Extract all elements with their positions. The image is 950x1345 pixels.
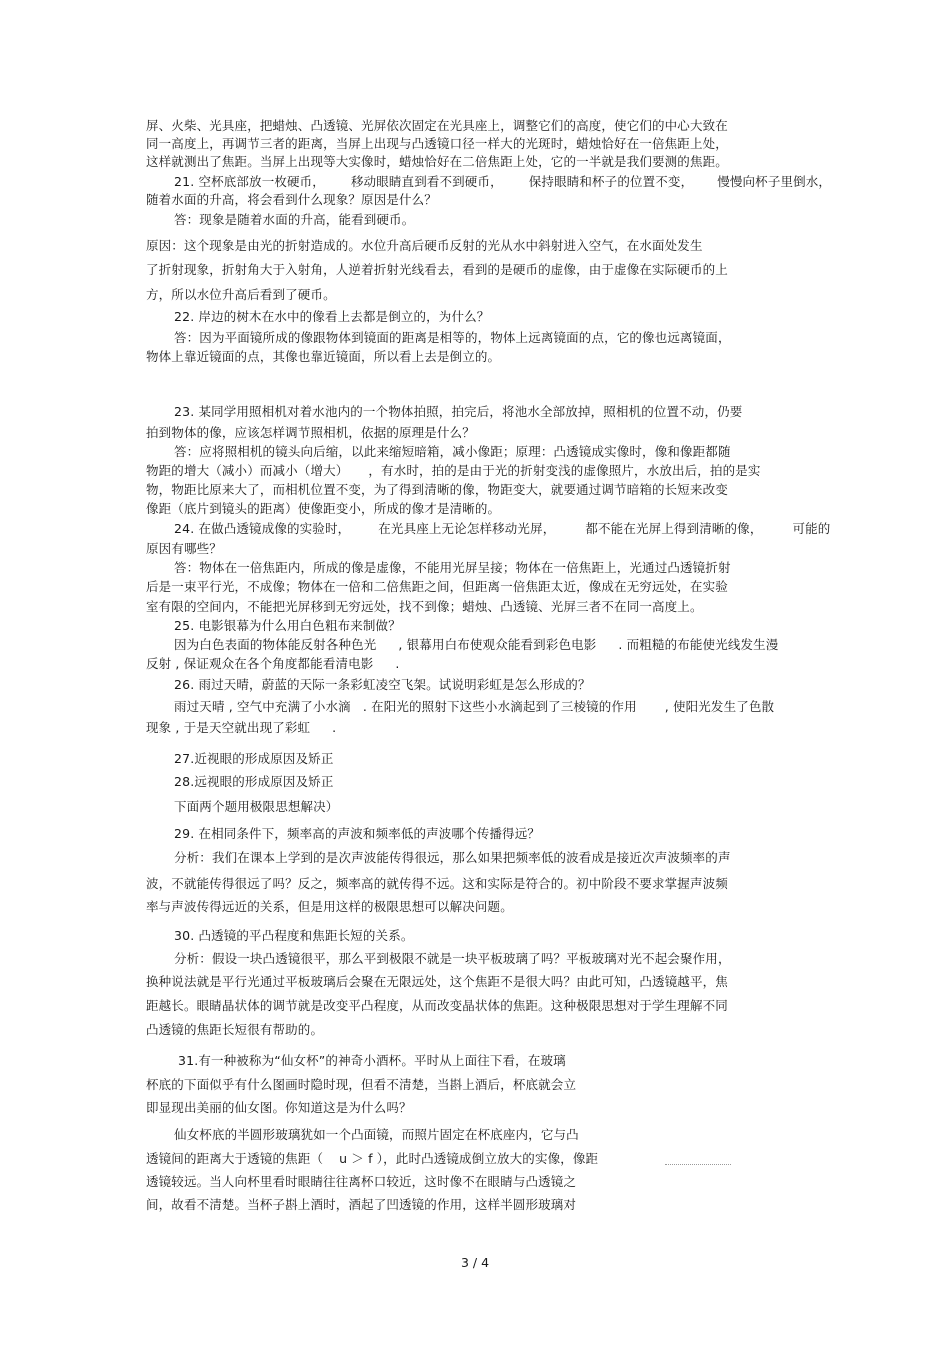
text-segment: , 使阳光发生了色散 [664, 699, 775, 714]
text-line: 了折射现象，折射角大于入射角，人逆着折射光线看去，看到的是硬币的虚像，由于虚像在实际硬币的上 [146, 262, 728, 277]
text-line: 同一高度上，再调节三者的距离，当屏上出现与凸透镜口径一样大的光斑时，蜡烛恰好在一倍焦距上处， [146, 136, 728, 151]
text-line: 拍到物体的像，应该怎样调节照相机，依据的原理是什么？ [146, 425, 475, 440]
text-line [174, 174, 831, 190]
text-line [174, 521, 830, 537]
text-line: 透镜较远。当人向杯里看时眼睛往往离杯口较近，这时像不在眼睛与凸透镜之 [146, 1174, 577, 1189]
text-segment: 透镜间的距离大于透镜的焦距（ [146, 1151, 324, 1166]
text-line [146, 720, 336, 736]
text-line: 原因：这个现象是由光的折射造成的。水位升高后硬币反射的光从水中斜射进入空气，在水面处发生 [146, 238, 703, 253]
text-segment: u ＞ f ），此时凸透镜成倒立放大的实像，像距 [339, 1151, 599, 1166]
text-line: 随着水面的升高，将会看到什么现象？原因是什么？ [146, 192, 437, 207]
text-line: 这样就测出了焦距。当屏上出现等大实像时，蜡烛恰好在二倍焦距上处，它的一半就是我们要测的焦距。 [146, 154, 728, 169]
text-line: 屏、火柴、光具座，把蜡烛、凸透镜、光屏依次固定在光具座上，调整它们的高度，使它们的中心大致在 [146, 118, 728, 133]
page-number: 3 / 4 [460, 1255, 490, 1270]
text-line [146, 1151, 598, 1167]
text-segment: 雨过天晴 , 空气中充满了小水滴 [174, 699, 351, 714]
text-segment: . [332, 720, 337, 735]
text-line: 室有限的空间内，不能把光屏移到无穷远处，找不到像；蜡烛、凸透镜、光屏三者不在同一高度上。 [146, 599, 703, 614]
text-line: 答：物体在一倍焦距内，所成的像是虚像，不能用光屏呈接；物体在一倍焦距上，光通过凸透镜折射 [174, 560, 731, 575]
text-line: 22. 岸边的树木在水中的像看上去都是倒立的，为什么？ [174, 309, 490, 324]
text-line: 波，不就能传得很远了吗？反之，频率高的就传得不远。这和实际是符合的。初中阶段不要求掌握声波频 [146, 876, 728, 891]
text-line: 27.近视眼的形成原因及矫正 [174, 751, 334, 766]
text-line [174, 699, 774, 715]
text-line: 杯底的下面似乎有什么图画时隐时现，但看不清楚，当斟上酒后，杯底就会立 [146, 1077, 577, 1092]
text-line: 下面两个题用极限思想解决） [174, 799, 339, 814]
text-line: 即显现出美丽的仙女图。你知道这是为什么吗？ [146, 1100, 412, 1115]
text-line: 方，所以水位升高后看到了硬币。 [146, 287, 336, 302]
text-line: 答：因为平面镜所成的像跟物体到镜面的距离是相等的，物体上远离镜面的点，它的像也远离镜面， [174, 330, 731, 345]
text-segment: 移动眼睛直到看不到硬币， [350, 174, 503, 189]
text-segment: 反射 , 保证观众在各个角度都能看清电影 [146, 656, 374, 671]
text-line: 28.远视眼的形成原因及矫正 [174, 774, 334, 789]
text-segment: 24. 在做凸透镜成像的实验时， [174, 521, 351, 536]
text-line [146, 463, 761, 479]
text-segment: ，有水时，拍的是由于光的折射变浅的虚像照片，水放出后，拍的是实 [368, 463, 761, 478]
text-line: 物，物距比原来大了，而相机位置不变，为了得到清晰的像，物距变大，就要通过调节暗箱的长短来改变 [146, 482, 728, 497]
text-segment: , 银幕用白布使观众能看到彩色电影 [398, 637, 597, 652]
text-line: 率与声波传得远近的关系，但是用这样的极限思想可以解决问题。 [146, 899, 513, 914]
text-segment: 都不能在光屏上得到清晰的像， [585, 521, 763, 536]
dotted-underline [665, 1164, 731, 1165]
text-line: 30. 凸透镜的平凸程度和焦距长短的关系。 [174, 928, 414, 943]
text-segment: . 而粗糙的布能使光线发生漫 [618, 637, 779, 652]
text-segment: 可能的 [792, 521, 831, 536]
text-segment: 21. 空杯底部放一枚硬币， [174, 174, 325, 189]
text-segment: 物距的增大（减小）而减小（增大） [146, 463, 349, 478]
text-line: 距越长。眼睛晶状体的调节就是改变平凸程度，从而改变晶状体的焦距。这种极限思想对于学生理解不同 [146, 998, 728, 1013]
text-line: 分析：我们在课本上学到的是次声波能传得很远，那么如果把频率低的波看成是接近次声波频率的声 [174, 850, 731, 865]
text-line [174, 637, 778, 653]
text-line: 仙女杯底的半圆形玻璃犹如一个凸面镜，而照片固定在杯底座内，它与凸 [174, 1127, 579, 1142]
text-line: 29. 在相同条件下，频率高的声波和频率低的声波哪个传播得远？ [174, 826, 541, 841]
text-line: 答：应将照相机的镜头向后缩，以此来缩短暗箱，减小像距；原理：凸透镜成实像时，像和像距都随 [174, 444, 731, 459]
text-line: 答：现象是随着水面的升高，能看到硬币。 [174, 212, 415, 227]
text-segment: . 在阳光的照射下这些小水滴起到了三棱镜的作用 [362, 699, 637, 714]
text-line: 分析：假设一块凸透镜很平，那么平到极限不就是一块平板玻璃了吗？平板玻璃对光不起会聚作用， [174, 951, 731, 966]
text-segment: 慢慢向杯子里倒水， [717, 174, 832, 189]
text-line: 23. 某同学用照相机对着水池内的一个物体拍照，拍完后，将池水全部放掉，照相机的位置不动，仍要 [174, 404, 743, 419]
text-line: 换种说法就是平行光通过平板玻璃后会聚在无限远处，这个焦距不是很大吗？由此可知，凸透镜越平，焦 [146, 974, 728, 989]
text-line: 凸透镜的焦距长短很有帮助的。 [146, 1022, 324, 1037]
text-segment: 在光具座上无论怎样移动光屏， [378, 521, 556, 536]
text-line: 31.有一种被称为“仙女杯”的神奇小酒杯。平时从上面往下看，在玻璃 [178, 1053, 566, 1068]
text-segment: . [395, 656, 400, 671]
text-line: 25. 电影银幕为什么用白色粗布来制做？ [174, 618, 401, 633]
text-line: 物体上靠近镜面的点，其像也靠近镜面，所以看上去是倒立的。 [146, 349, 501, 364]
text-segment: 现象 , 于是天空就出现了彩虹 [146, 720, 311, 735]
text-line: 26. 雨过天晴，蔚蓝的天际一条彩虹凌空飞架。试说明彩虹是怎么形成的？ [174, 677, 591, 692]
text-line [146, 656, 400, 672]
text-line: 原因有哪些？ [146, 541, 222, 556]
text-segment: 因为白色表面的物体能反射各种色光 [174, 637, 377, 652]
text-line: 后是一束平行光，不成像；物体在一倍和二倍焦距之间，但距离一倍焦距太近，像成在无穷远处，在实验 [146, 579, 728, 594]
text-line: 间，故看不清楚。当杯子斟上酒时，酒起了凹透镜的作用，这样半圆形玻璃对 [146, 1197, 577, 1212]
text-line: 像距（底片到镜头的距离）使像距变小，所成的像才是清晰的。 [146, 501, 501, 516]
text-segment: 保持眼睛和杯子的位置不变， [528, 174, 694, 189]
